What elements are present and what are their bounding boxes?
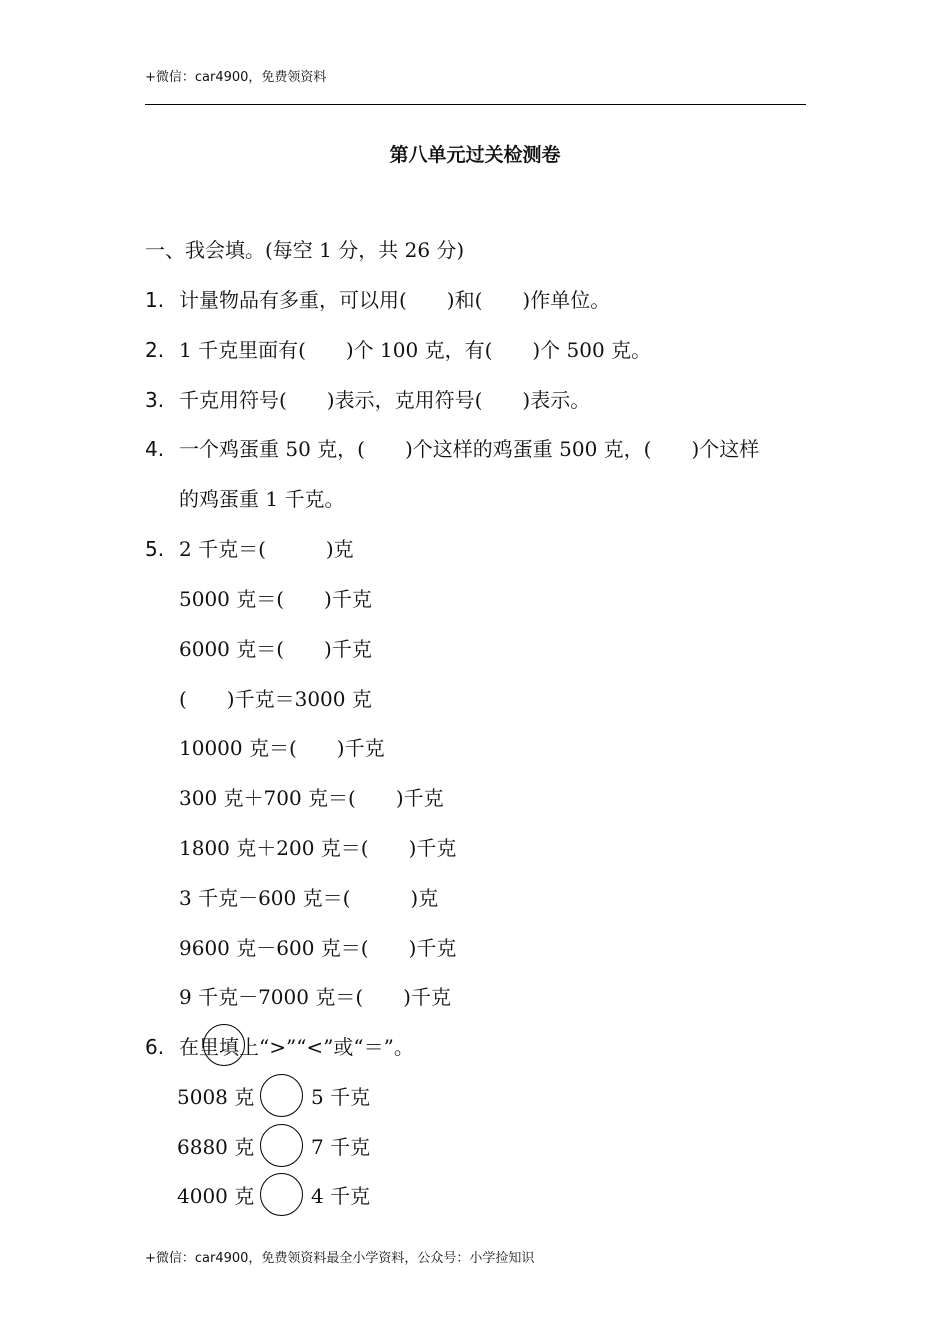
compare-answer-circle[interactable]: [260, 1173, 303, 1216]
conversion-item: ( )千克＝3000 克: [179, 687, 372, 711]
question-1-text: 计量物品有多重，可以用( )和( )作单位。: [179, 288, 611, 312]
question-4-line-2: 的鸡蛋重 1 千克。: [179, 487, 345, 511]
question-number-4: 4.: [145, 437, 165, 461]
conversion-item: 9600 克－600 克＝( )千克: [179, 936, 457, 960]
question-number-1: 1.: [145, 288, 165, 312]
header-divider: [145, 104, 806, 105]
footer-note: +微信：car4900，免费领资料最全小学资料，公众号：小学捡知识: [145, 1251, 535, 1266]
question-2-text: 1 千克里面有( )个 100 克，有( )个 500 克。: [179, 338, 652, 362]
page-title: 第八单元过关检测卷: [389, 144, 561, 166]
compare-right: 7 千克: [311, 1135, 371, 1159]
conversion-item: 6000 克＝( )千克: [179, 637, 372, 661]
header-note: +微信：car4900，免费领资料: [145, 70, 327, 85]
inline-circle-icon: [203, 1024, 245, 1066]
conversion-item: 9 千克－7000 克＝( )千克: [179, 985, 451, 1009]
question-6-instruction: 在里填上“>”“<”或“＝”。: [179, 1035, 414, 1059]
question-4-line-1: 一个鸡蛋重 50 克，( )个这样的鸡蛋重 500 克，( )个这样: [179, 437, 760, 461]
compare-answer-circle[interactable]: [260, 1124, 303, 1167]
conversion-item: 300 克＋700 克＝( )千克: [179, 786, 444, 810]
compare-left: 4000 克: [177, 1184, 255, 1208]
question-number-5: 5.: [145, 537, 165, 561]
question-number-2: 2.: [145, 338, 165, 362]
question-3-text: 千克用符号( )表示，克用符号( )表示。: [179, 388, 591, 412]
section-heading: 一、我会填。(每空 1 分，共 26 分): [145, 238, 465, 262]
conversion-item: 2 千克＝( )克: [179, 537, 354, 561]
compare-left: 5008 克: [177, 1085, 255, 1109]
conversion-item: 10000 克＝( )千克: [179, 736, 385, 760]
compare-right: 4 千克: [311, 1184, 371, 1208]
question-number-3: 3.: [145, 388, 165, 412]
compare-left: 6880 克: [177, 1135, 255, 1159]
compare-answer-circle[interactable]: [260, 1074, 303, 1117]
question-number-6: 6.: [145, 1035, 165, 1059]
conversion-item: 3 千克－600 克＝( )克: [179, 886, 439, 910]
conversion-item: 5000 克＝( )千克: [179, 587, 372, 611]
compare-right: 5 千克: [311, 1085, 371, 1109]
conversion-item: 1800 克＋200 克＝( )千克: [179, 836, 457, 860]
